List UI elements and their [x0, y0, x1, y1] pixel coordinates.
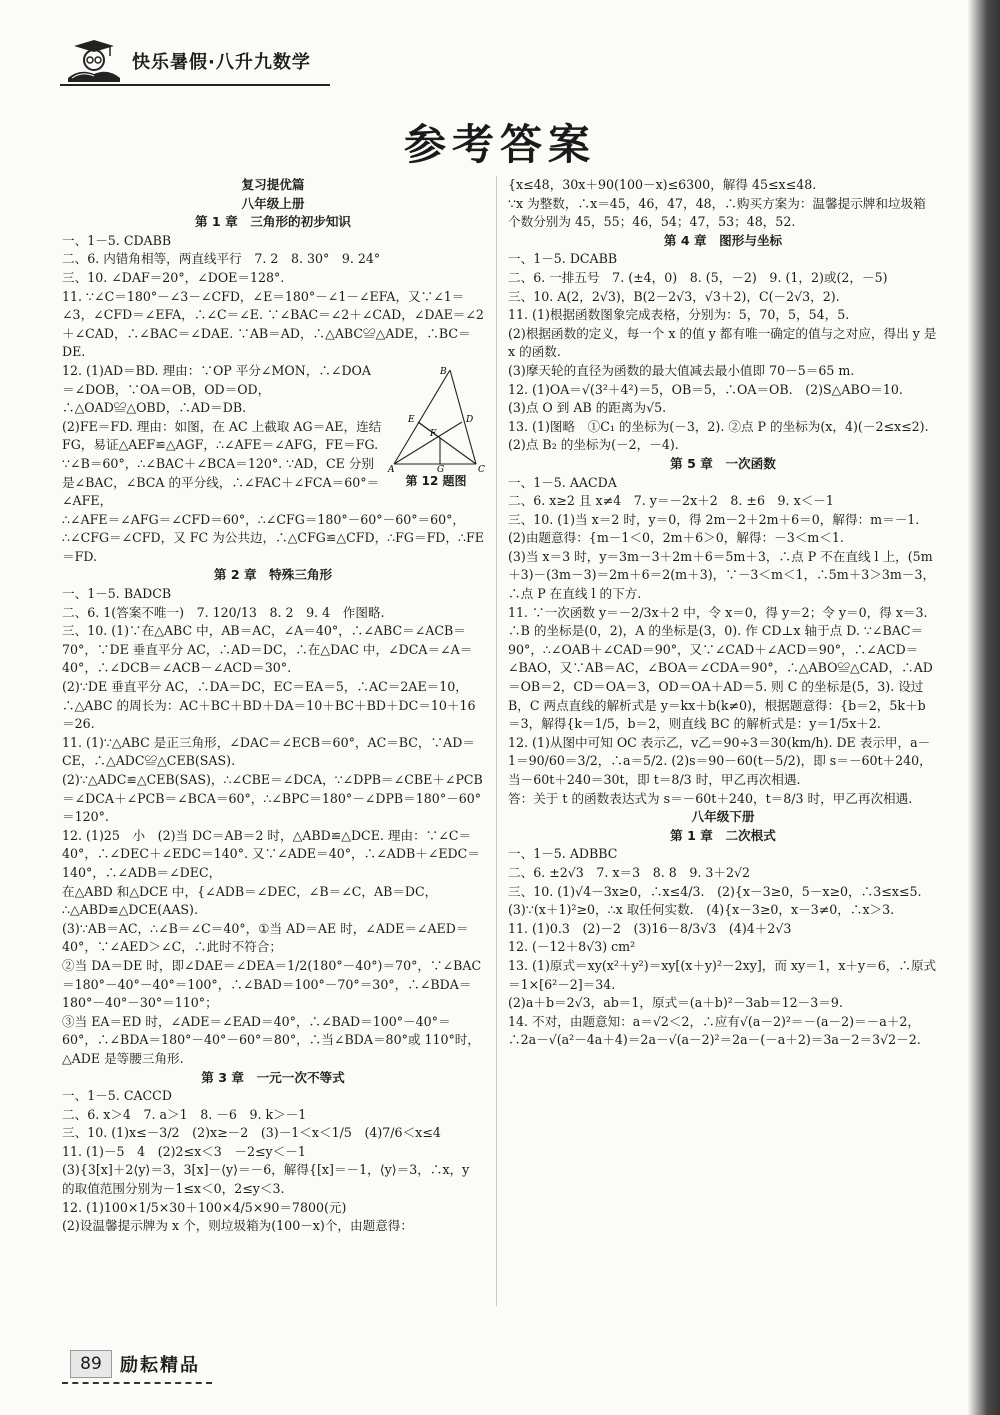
answer-line: (3)摩天轮的直径为函数的最大值减去最小值即 70－5＝65 m. [508, 362, 855, 378]
figure-segment-EF [418, 422, 440, 438]
page-footer [62, 1346, 242, 1380]
answer-line: (2)∵DE 垂直平分 AC，∴DA＝DC，EC＝EA＝5，∴AC＝2AE＝10，∴△ABC 的周长为：AC＋BC＋BD＋DA＝10＋BC＋BD＋DC＝10＋16＝26. [62, 679, 476, 732]
figure-label: C [478, 464, 485, 475]
answer-line: (3)点 O 到 AB 的距离为√5. [508, 400, 667, 416]
header-rule [60, 84, 330, 86]
answer-line: 11. (1)－5 4 (2)2≤x＜3 －2≤y＜－1 [62, 1143, 306, 1159]
section-heading: 八年级下册 [691, 809, 755, 825]
answer-line: 一、1－5. CDABB [62, 232, 172, 248]
answer-line: 12. (1)25 小 (2)当 DC＝AB＝2 时，△ABD≌△DCE. 理由：∵∠C＝40°，∴∠DEC＋∠EDC＝140°. 又∵∠ADE＝40°，∴∠ADB＋∠EDC＝140°，∴∠ADB＝∠DEC， [62, 827, 480, 880]
figure-segment-AB [394, 370, 450, 464]
answer-line: {x≤48，30x＋90(100－x)≤6300，解得 45≤x≤48. [508, 177, 817, 192]
section-heading: 八年级上册 [241, 195, 305, 211]
answer-line: 一、1－5. ADBBC [508, 846, 618, 862]
figure-label: F [430, 428, 437, 439]
figure-label: D [466, 414, 474, 425]
section-heading: 第 1 章 三角形的初步知识 [194, 214, 352, 230]
publisher-brand: 励耘精品 [120, 1355, 200, 1376]
answer-line: 13. (1)原式＝xy(x²＋y²)＝xy[(x＋y)²－2xy]，而 xy＝1，x＋y＝6，∴原式＝1×[6²－2]＝34. [508, 957, 937, 992]
figure-label: A [388, 464, 395, 475]
answer-line: (3){3[x]＋2⟨y⟩＝3，3[x]－⟨y⟩＝－6，解得{[x]＝－1，⟨y⟩＝3，∴x，y 的取值范围分别为－1≤x＜0，2≤y＜3. [62, 1162, 474, 1197]
section-heading: 第 1 章 二次根式 [670, 827, 776, 843]
column-divider [496, 176, 497, 1306]
figure-segment-AD [394, 422, 462, 464]
answer-line: 12. (1)AD＝BD. 理由：∵OP 平分∠MON，∴∠DOA＝∠DOB，∵OA＝OB，OD＝OD，∴△OAD≌△OBD，∴AD＝DB. [62, 362, 371, 416]
page-number: 89 [70, 1350, 112, 1378]
reading-kid-logo-icon [60, 38, 122, 82]
answer-line: (3)∵AB＝AC，∴∠B＝∠C＝40°，①当 AD＝AE 时，∠ADE＝∠AED＝40°，∵∠AED＞∠C，∴此时不符合； [62, 920, 469, 955]
answer-line: 14. 不对，由题意知：a＝√2＜2，∴应有√(a－2)²＝－(a－2)＝－a＋2，∴2a－√(a²－4a＋4)＝2a－√(a－2)²＝2a－(－a＋2)＝3a－2＝3√2－2. [508, 1013, 921, 1048]
answer-line: 三、10. (1)x≤－3/2 (2)x≥－2 (3)－1＜x＜1/5 (4)7/6＜x≤4 [62, 1125, 441, 1141]
answer-line: 三、10. (1)√4－3x≥0，∴x≤4/3. (2){x－3≥0，5－x≥0，∴3≤x≤5. [508, 883, 922, 899]
answer-line: 二、6. x≥2 且 x≠4 7. y＝－2x＋2 8. ±6 9. x＜－1 [508, 493, 834, 509]
section-heading: 第 4 章 图形与坐标 [663, 232, 783, 248]
answer-line: 12. (1)从图中可知 OC 表示乙，v乙＝90÷3＝30(km/h). DE 表示甲，a－1＝90/60＝3/2，∴a＝5/2. (2)s＝90－60(t－5/2)，即 s＝－60t＋240，当－60t＋240＝30t，即 t＝8/3 时，甲乙再次相遇. [508, 734, 932, 787]
answer-line: 二、6. 1(答案不唯一) 7. 120/13 8. 2 9. 4 作图略. [62, 604, 385, 620]
book-title: 快乐暑假·八升九数学 [132, 52, 311, 73]
answer-line: (2)设温馨提示牌为 x 个，则垃圾箱为(100－x)个，由题意得： [62, 1218, 413, 1234]
answer-line: 11. (1)0.3 (2)－2 (3)16－8/3√3 (4)4＋2√3 [508, 920, 792, 936]
answer-line: 三、10. A(2，2√3)，B(2－2√3，√3＋2)，C(－2√3，2). [508, 288, 840, 304]
triangle-diagram [388, 364, 485, 475]
page-title: 参考答案 [403, 120, 596, 169]
answer-line: (2)a＋b＝2√3，ab＝1，原式＝(a＋b)²－3ab＝12－3＝9. [508, 995, 843, 1011]
answer-line: 11. ∵∠C＝180°－∠3－∠CFD，∠E＝180°－∠1－∠EFA，又∵∠1＝∠3，∠CFD＝∠EFA，∴∠C＝∠E. ∵∠BAC＝∠2＋∠CAD，∠DAE＝∠2＋∠CAD，∴∠BAC＝∠DAE. ∵AB＝AD，∴△ABC≌△ADE，∴BC＝DE. [62, 288, 484, 360]
figure-label: E [408, 414, 415, 425]
answer-line: 12. (1)100×1/5×30＋100×4/5×90＝7800(元) [62, 1199, 347, 1215]
answer-line: 11. (1)根据函数图象完成表格，分别为：5，70，5，54，5. [508, 307, 850, 323]
answer-line: (2)根据函数的定义，每一个 x 的值 y 都有唯一确定的值与之对应，得出 y 是 x 的函数. [508, 325, 941, 360]
answer-line: (3)当 x＝3 时，y＝3m－3＋2m＋6＝5m＋3，∴点 P 不在直线 l 上，(5m＋3)－(3m－3)＝2m＋6＝2(m＋3)，∵－3＜m＜1，∴5m＋3＞3m－3，∴点 P 在直线 l 的下方. [508, 548, 936, 602]
page-header [60, 38, 360, 84]
answer-line: 在△ABD 和△DCE 中，{∠ADB＝∠DEC，∠B＝∠C，AB＝DC， [62, 883, 438, 899]
answer-line: ②当 DA＝DE 时，即∠DAE＝∠DEA＝1/2(180°－40°)＝70°，∵∠BAC＝180°－40°－40°＝100°，∴∠BAD＝100°－70°＝30°，∴∠BDA＝180°－40°－30°＝110°； [62, 957, 482, 1011]
right-column [508, 176, 941, 1050]
answer-line: 12. (－12＋8√3) cm² [508, 939, 636, 955]
answer-line: 一、1－5. BADCB [62, 586, 172, 602]
answer-line: (2)由题意得：{m－1＜0，2m＋6＞0，解得：－3＜m＜1. [508, 530, 844, 546]
answer-line: 11. ∵一次函数 y＝－2/3x＋2 中，令 x＝0，得 y＝2；令 y＝0，得 x＝3. ∴B 的坐标是(0，2)，A 的坐标是(3，0). 作 CD⊥x 轴于点 D. ∵∠BAC＝90°，∴∠OAB＋∠CAD＝90°，又∵∠CAD＋∠ACD＝90°，∴∠ACD＝∠BAO，又∵AB＝AC，∠BOA＝∠CDA＝90°，∴△ABO≌△CAD，∴AD＝OB＝2，CD＝OA＝3，OD＝OA＋AD＝5. 则 C 的坐标是(5，3). 设过 B，C 两点直线的解析式是 y＝kx＋b(k≠0)，根据题意得：{b＝2，5k＋b＝3，解得{k＝1/5，b＝2，则直线 BC 的解析式是：y＝1/5x＋2. [508, 604, 933, 732]
answer-line: 一、1－5. AACDA [508, 474, 617, 490]
answer-line: ③当 EA＝ED 时，∠ADE＝∠EAD＝40°，∴∠BAD＝100°－40°＝60°，∴∠BDA＝180°－40°－60°＝80°，∴当∠BDA＝80°或 110°时，△ADE 是等腰三角形. [62, 1013, 480, 1066]
answer-line: (3)∵(x＋1)²≥0，∴x 取任何实数. (4){x－3≥0，x－3≠0，∴x＞3. [508, 902, 895, 918]
answer-line: (2)点 B₂ 的坐标为(－2，－4). [508, 437, 679, 453]
answer-line: 11. (1)∵△ABC 是正三角形，∠DAC＝∠ECB＝60°，AC＝BC，∵AD＝CE，∴△ADC≌△CEB(SAS). [62, 734, 475, 769]
answer-line: (2)FE＝FD. 理由：如图，在 AC 上截取 AG＝AE，连结 FG，易证△AEF≌△AGF，∴∠AFE＝∠AFG，FE＝FG. ∵∠B＝60°，∴∠BAC＋∠BCA＝120°. ∵AD，CE 分别是∠BAC，∠BCA 的平分线，∴∠FAC＋∠FCA＝60°＝∠AFE， [62, 418, 386, 509]
figure-caption: 第 12 题图 [405, 473, 467, 488]
answer-line: 一、1－5. DCABB [508, 251, 618, 267]
answer-line: 二、6. ±2√3 7. x＝3 8. 8 9. 3＋2√2 [508, 864, 751, 880]
section-heading: 第 2 章 特殊三角形 [213, 567, 333, 583]
section-heading: 第 5 章 一次函数 [670, 455, 776, 471]
answer-line: ∴∠AFE＝∠AFG＝∠CFD＝60°，∴∠CFG＝180°－60°－60°＝60°，∴∠CFG＝∠CFD，又 FC 为公共边，∴△CFG≌△CFD，∴FG＝FD，∴FE＝FD. [62, 511, 484, 564]
figure-label: B [440, 366, 447, 377]
answer-line: 二、6. 内错角相等，两直线平行 7. 2 8. 30° 9. 24° [62, 251, 381, 267]
answer-line: 二、6. 一排五号 7. (±4，0) 8. (5，－2) 9. (1，2)或(2，－5) [508, 269, 888, 285]
answer-line: 三、10. (1)∵在△ABC 中，AB＝AC，∠A＝40°，∴∠ABC＝∠ACB＝70°，∵DE 垂直平分 AC，∴AD＝DC，∴在△DAC 中，∠DCA＝∠A＝40°，∴∠DCB＝∠ACB－∠ACD＝30°. [62, 623, 473, 676]
answer-line: ∴△ABD≌△DCE(AAS). [62, 902, 198, 918]
answer-line: 答：关于 t 的函数表达式为 s＝－60t＋240，t＝8/3 时，甲乙再次相遇. [508, 790, 913, 806]
answer-line: (2)∵△ADC≌△CEB(SAS)，∴∠CBE＝∠DCA，∵∠DPB＝∠CBE＋∠PCB＝∠DCA＋∠PCB＝∠BCA＝60°，∴∠BPC＝180°－∠DPB＝180°－60°＝120°. [62, 772, 483, 825]
footer-rule [62, 1382, 212, 1384]
answer-line: 二、6. x＞4 7. a＞1 8. －6 9. k＞－1 [62, 1106, 307, 1122]
left-column [62, 176, 484, 1236]
section-heading: 第 3 章 一元一次不等式 [201, 1069, 345, 1085]
answer-line: 三、10. ∠DAF＝20°，∠DOE＝128°. [62, 269, 285, 285]
section-heading: 复习提优篇 [241, 177, 305, 192]
answer-line: 一、1－5. CACCD [62, 1088, 172, 1104]
answer-line: ∵x 为整数，∴x＝45，46，47，48，∴购买方案为：温馨提示牌和垃圾箱个数分别为 45，55；46，54；47，53；48，52. [508, 195, 926, 230]
figure-label: G [437, 464, 445, 475]
triangle-figure [388, 364, 484, 494]
answer-line: 12. (1)OA＝√(3²＋4²)＝5，OB＝5，∴OA＝OB. (2)S△ABO＝10. [508, 381, 903, 397]
answer-line: 13. (1)图略 ①C₁ 的坐标为(－3，2). ②点 P 的坐标为(x，4)(－2≤x≤2). [508, 418, 929, 434]
binding-edge [968, 0, 1000, 1415]
answer-line: 三、10. (1)当 x＝2 时，y＝0，得 2m－2＋2m＋6＝0，解得：m＝－1. [508, 511, 920, 527]
